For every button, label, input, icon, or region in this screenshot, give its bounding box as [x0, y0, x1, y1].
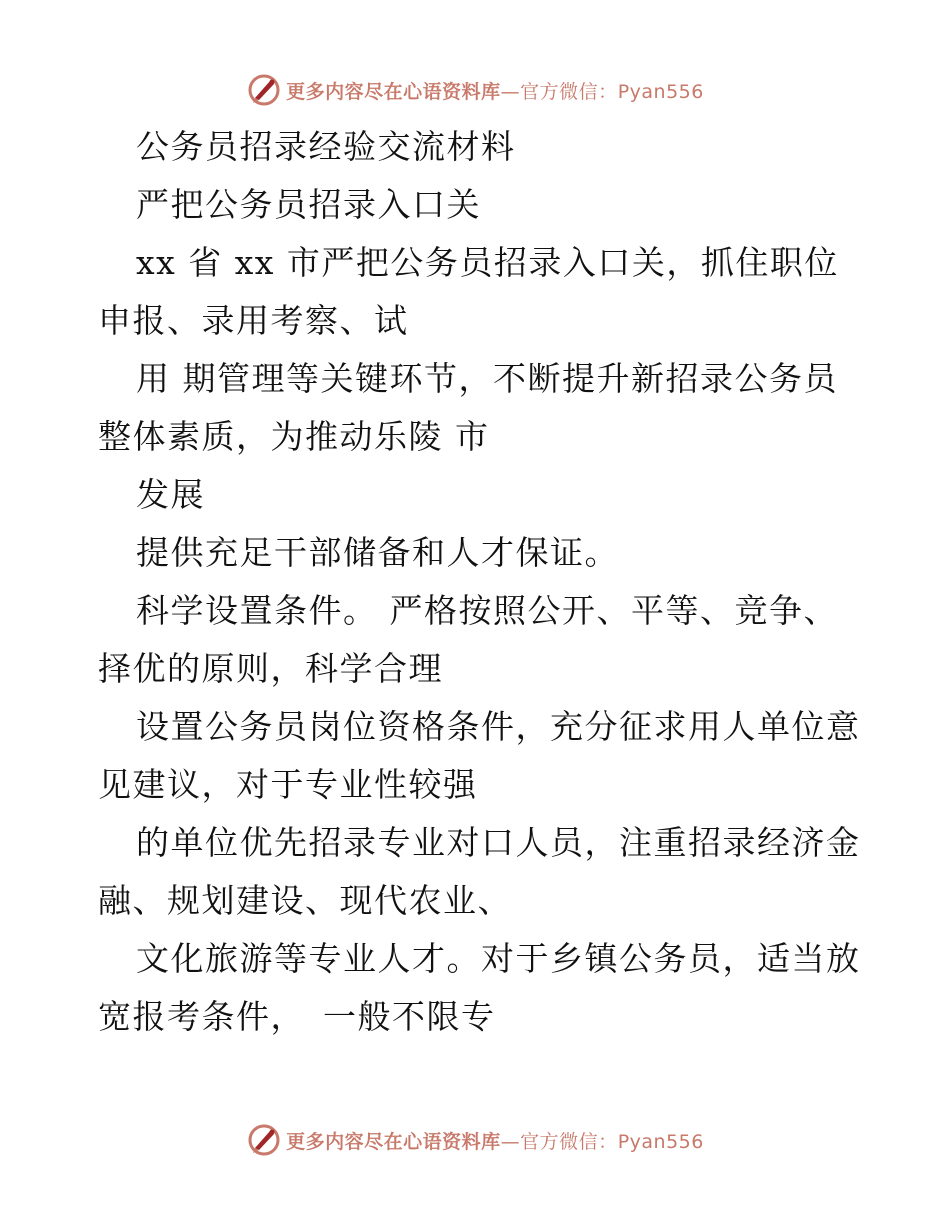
watermark-text: [286, 1127, 704, 1154]
footer-watermark-banner: [0, 1120, 950, 1160]
paragraph-line: 科学设置条件。 严格按照公开、平等、竞争、: [136, 591, 838, 630]
paragraph-line: 融、规划建设、现代农业、: [98, 881, 512, 920]
paragraph-line: 申报、录用考察、试: [98, 301, 409, 340]
document-subtitle: 严把公务员招录入口关: [136, 185, 481, 224]
watermark-dash: —: [500, 1130, 521, 1153]
watermark-wechat-label: 官方微信：: [520, 80, 618, 103]
watermark-site-name: 更多内容尽在心语资料库: [286, 1130, 501, 1153]
document-title: 公务员招录经验交流材料: [136, 127, 516, 166]
header-watermark-banner: [0, 70, 950, 110]
watermark-site-name: 更多内容尽在心语资料库: [286, 80, 501, 103]
paragraph-line: 宽报考条件， 一般不限专: [98, 997, 496, 1036]
watermark-wechat-id: Pyan556: [617, 80, 704, 103]
document-body: [98, 118, 861, 1046]
watermark-text: [286, 77, 704, 104]
paragraph-line: 发展: [136, 475, 205, 514]
watermark-wechat-id: Pyan556: [617, 1130, 704, 1153]
paragraph-line: 择优的原则，科学合理: [98, 649, 443, 688]
paragraph-line: 文化旅游等专业人才。对于乡镇公务员，适当放: [136, 939, 861, 978]
pen-circle-logo-icon: [246, 72, 282, 108]
pen-circle-logo-icon: [246, 1122, 282, 1158]
paragraph-line: 用 期管理等关键环节，不断提升新招录公务员: [136, 359, 838, 398]
paragraph-line: 整体素质，为推动乐陵 市: [98, 417, 490, 456]
paragraph-line: 提供充足干部储备和人才保证。: [136, 533, 619, 572]
paragraph-line: 设置公务员岗位资格条件，充分征求用人单位意: [136, 707, 861, 746]
watermark-dash: —: [500, 80, 521, 103]
watermark-wechat-label: 官方微信：: [520, 1130, 618, 1153]
paragraph-line: 见建议，对于专业性较强: [98, 765, 478, 804]
paragraph-line: 的单位优先招录专业对口人员，注重招录经济金: [136, 823, 861, 862]
paragraph-line: xx 省 xx 市严把公务员招录入口关，抓住职位: [136, 243, 839, 282]
